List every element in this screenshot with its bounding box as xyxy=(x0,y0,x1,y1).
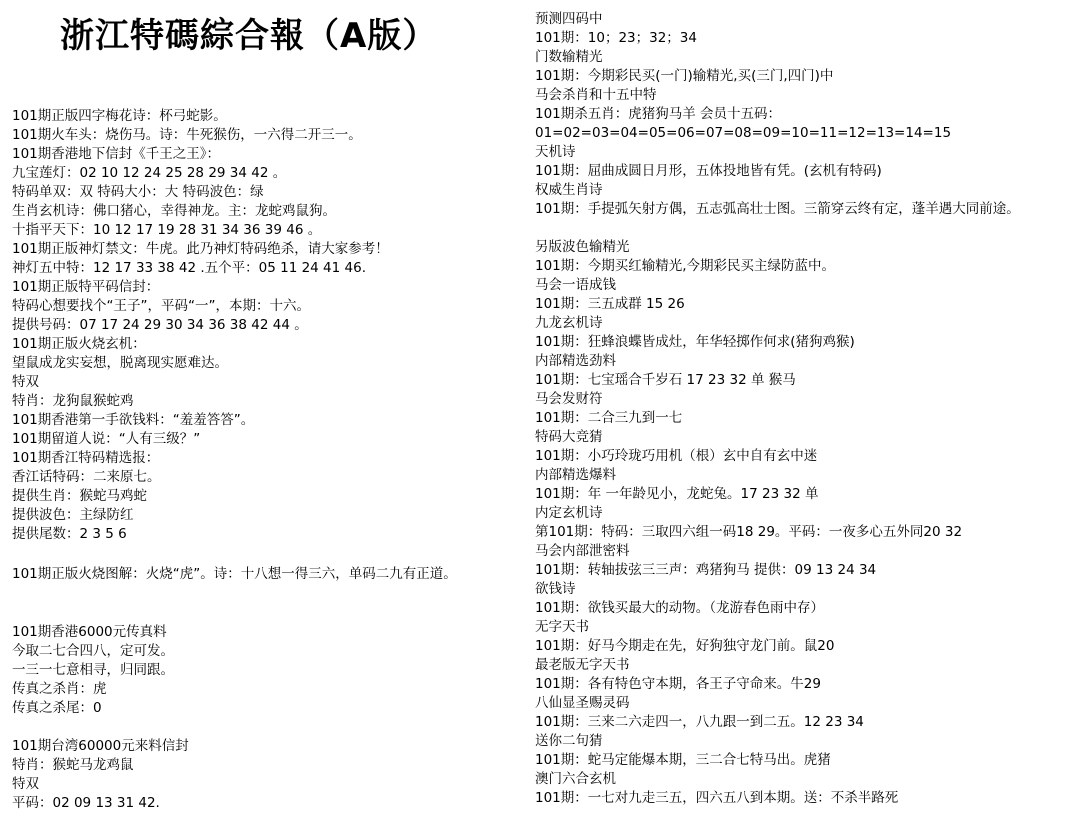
list-item: 十指平天下：10 12 17 19 28 31 34 36 39 46 。 xyxy=(12,222,322,238)
list-item: 马会一语成钱 xyxy=(535,277,616,293)
list-item: 101期正版四字梅花诗：杯弓蛇影。 xyxy=(12,108,227,124)
list-item: 101期：狂蜂浪蝶皆成灶，年华轻掷作何求(猪狗鸡猴) xyxy=(535,334,855,350)
list-item: 望鼠成龙实妄想，脱离现实愿难达。 xyxy=(12,355,228,371)
list-item: 第101期：特码：三取四六组一码18 29。平码：一夜多心五外同20 32 xyxy=(535,524,963,540)
list-item: 101期：好马今期走在先，好狗独守龙门前。鼠20 xyxy=(535,638,835,654)
list-item: 预测四码中 xyxy=(535,11,603,27)
list-item: 香江话特码：二来原七。 xyxy=(12,469,161,485)
list-item: 马会杀肖和十五中特 xyxy=(535,87,657,103)
list-item: 101期：10；23；32；34 xyxy=(535,30,697,46)
list-item: 101期台湾60000元来料信封 xyxy=(12,738,189,754)
list-item: 提供尾数：2 3 5 6 xyxy=(12,526,127,542)
list-item: 今取二七合四八，定可发。 xyxy=(12,643,174,659)
list-item: 马会发财符 xyxy=(535,391,603,407)
list-item: 送你二句猜 xyxy=(535,733,603,749)
list-item: 101期香港地下信封《千王之王》： xyxy=(12,146,221,162)
list-item: 101期：各有特色守本期，各王子守命来。牛29 xyxy=(535,676,821,692)
list-item: 内定玄机诗 xyxy=(535,505,603,521)
list-item: 101期：二合三九到一七 xyxy=(535,410,683,426)
list-item: 101期：手提弧矢射方偶，五志弧高壮士图。三箭穿云终有定，蓬羊遇大同前途。 xyxy=(535,201,1020,217)
list-item: 01=02=03=04=05=06=07=08=09=10=11=12=13=14=15 xyxy=(535,125,952,141)
list-item: 特双 xyxy=(12,776,39,792)
list-item: 神灯五中特：12 17 33 38 42 .五个平：05 11 24 41 46. xyxy=(12,260,366,276)
list-item: 提供号码：07 17 24 29 30 34 36 38 42 44 。 xyxy=(12,317,308,333)
list-item: 另版波色输精光 xyxy=(535,239,630,255)
list-item: 101期：七宝瑶合千岁石 17 23 32 单 猴马 xyxy=(535,372,796,388)
list-item: 特码单双：双 特码大小：大 特码波色：绿 xyxy=(12,184,264,200)
list-item: 无字天书 xyxy=(535,619,589,635)
list-item: 101期：转轴拔弦三三声：鸡猪狗马 提供：09 13 24 34 xyxy=(535,562,877,578)
list-item: 马会内部泄密料 xyxy=(535,543,630,559)
list-item: 特肖：猴蛇马龙鸡鼠 xyxy=(12,757,134,773)
list-item: 101期：小巧玲珑巧用机（根）玄中自有玄中迷 xyxy=(535,448,818,464)
list-item: 101期：三五成群 15 26 xyxy=(535,296,685,312)
list-item: 101期正版特平码信封： xyxy=(12,279,160,295)
list-item: 特码心想要找个“王子”，平码“一”，本期：十六。 xyxy=(12,298,310,314)
list-item: 九宝莲灯：02 10 12 24 25 28 29 34 42 。 xyxy=(12,165,287,181)
list-item: 门数输精光 xyxy=(535,49,603,65)
list-item: 澳门六合玄机 xyxy=(535,771,616,787)
list-item: 101期正版火烧玄机： xyxy=(12,336,146,352)
list-item: 生肖玄机诗：佛口猪心，幸得神龙。主：龙蛇鸡鼠狗。 xyxy=(12,203,336,219)
list-item: 传真之杀肖：虎 xyxy=(12,681,107,697)
list-item: 内部精选爆料 xyxy=(535,467,616,483)
list-item: 欲钱诗 xyxy=(535,581,576,597)
list-item: 平码：02 09 13 31 42. xyxy=(12,795,160,811)
list-item: 一三一七意相寻，归同跟。 xyxy=(12,662,174,678)
list-item: 101期火车头：烧伤马。诗：牛死猴伤，一六得二开三一。 xyxy=(12,127,362,143)
list-item: 特码大竞猜 xyxy=(535,429,603,445)
list-item: 内部精选劲料 xyxy=(535,353,616,369)
list-item: 最老版无字天书 xyxy=(535,657,630,673)
list-item: 101期：屈曲成圆日月形，五体投地皆有凭。(玄机有特码) xyxy=(535,163,882,179)
list-item: 特肖：龙狗鼠猴蛇鸡 xyxy=(12,393,134,409)
list-item: 101期：一七对九走三五，四六五八到本期。送：不杀半路死 xyxy=(535,790,899,806)
page-title: 浙江特碼綜合報（A版） xyxy=(60,16,438,56)
list-item: 传真之杀尾：0 xyxy=(12,700,102,716)
list-item: 九龙玄机诗 xyxy=(535,315,603,331)
list-item: 101期正版火烧图解：火烧“虎”。诗：十八想一得三六，单码二九有正道。 xyxy=(12,566,457,582)
list-item: 101期：欲钱买最大的动物。（龙游春色雨中存） xyxy=(535,600,825,616)
list-item: 权威生肖诗 xyxy=(535,182,603,198)
list-item: 101期：今期彩民买(一门)输精光,买(三门,四门)中 xyxy=(535,68,834,84)
list-item: 天机诗 xyxy=(535,144,576,160)
list-item: 101期香江特码精选报： xyxy=(12,450,160,466)
list-item: 101期正版神灯禁文：牛虎。此乃神灯特码绝杀，请大家参考！ xyxy=(12,241,389,257)
list-item: 101期：今期买红输精光,今期彩民买主绿防蓝中。 xyxy=(535,258,836,274)
list-item: 101期：年 一年龄见小，龙蛇兔。17 23 32 单 xyxy=(535,486,819,502)
list-item: 101期留道人说：“人有三级？” xyxy=(12,431,201,447)
list-item: 101期：三来二六走四一，八九跟一到二五。12 23 34 xyxy=(535,714,864,730)
list-item: 101期杀五肖：虎猪狗马羊 会员十五码： xyxy=(535,106,782,122)
list-item: 101期香港第一手欲钱料：“羞羞答答”。 xyxy=(12,412,255,428)
list-item: 101期香港6000元传真料 xyxy=(12,624,167,640)
list-item: 101期：蛇马定能爆本期，三二合七特马出。虎猪 xyxy=(535,752,831,768)
list-item: 提供生肖：猴蛇马鸡蛇 xyxy=(12,488,147,504)
list-item: 提供波色：主绿防红 xyxy=(12,507,134,523)
list-item: 特双 xyxy=(12,374,39,390)
list-item: 八仙显圣赐灵码 xyxy=(535,695,630,711)
